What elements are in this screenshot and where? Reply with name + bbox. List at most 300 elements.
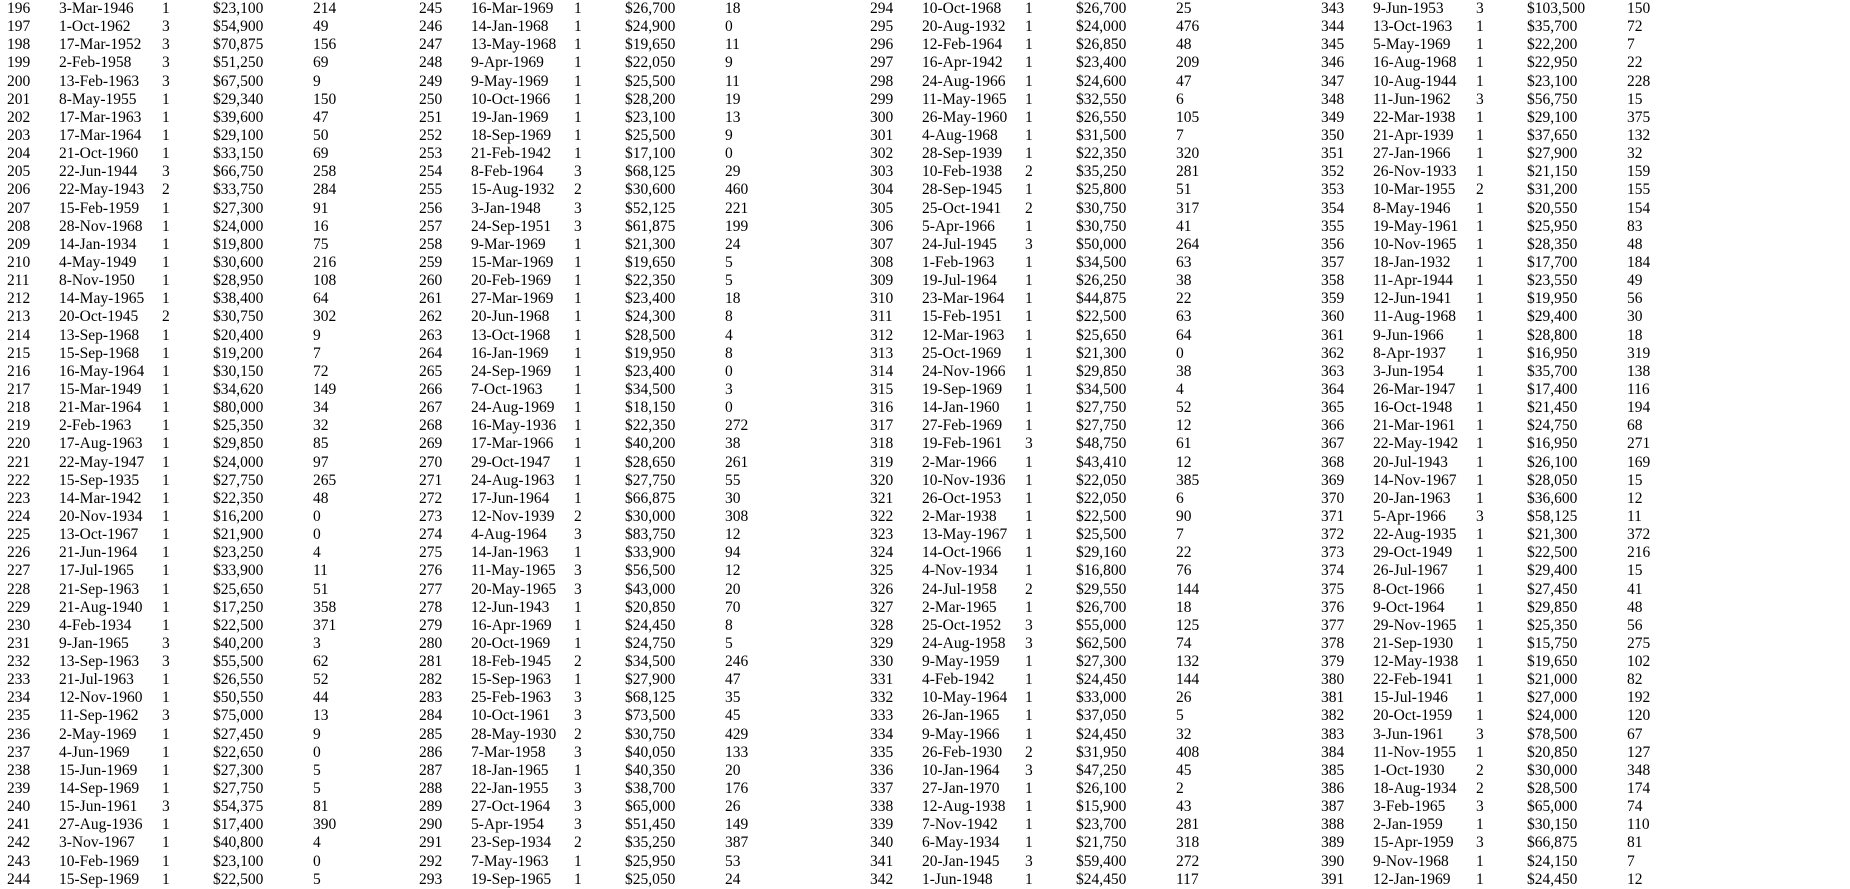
record-date: 26-Mar-1947	[1373, 380, 1456, 398]
record-count: 149	[725, 816, 749, 834]
record-id: 318	[870, 435, 894, 453]
record-code: 2	[574, 653, 582, 671]
record-id: 293	[419, 870, 443, 888]
table-row	[863, 254, 1323, 272]
record-amount: $25,500	[625, 72, 676, 90]
record-amount: $22,500	[213, 870, 264, 888]
record-date: 14-Nov-1967	[1373, 471, 1457, 489]
record-code: 1	[162, 453, 170, 471]
record-amount: $23,400	[625, 362, 676, 380]
record-date: 15-Feb-1959	[59, 199, 140, 217]
record-code: 1	[1025, 18, 1033, 36]
table-row	[863, 762, 1323, 780]
record-id: 258	[419, 235, 443, 253]
table-row	[412, 744, 872, 762]
record-id: 274	[419, 526, 443, 544]
record-code: 3	[162, 163, 170, 181]
record-id: 390	[1321, 852, 1345, 870]
record-count: 5	[1176, 707, 1184, 725]
record-code: 1	[162, 290, 170, 308]
record-count: 127	[1627, 743, 1651, 761]
record-amount: $22,500	[1527, 544, 1578, 562]
record-amount: $23,400	[625, 290, 676, 308]
record-code: 1	[162, 489, 170, 507]
record-id: 288	[419, 780, 443, 798]
record-code: 3	[1025, 435, 1033, 453]
record-id: 266	[419, 380, 443, 398]
record-code: 1	[162, 471, 170, 489]
record-date: 10-May-1964	[922, 689, 1008, 707]
record-date: 19-May-1961	[1373, 217, 1459, 235]
record-count: 4	[313, 834, 321, 852]
record-amount: $19,650	[625, 36, 676, 54]
record-count: 7	[1176, 526, 1184, 544]
record-date: 20-Jan-1945	[922, 852, 1000, 870]
record-date: 8-Nov-1950	[59, 272, 135, 290]
record-id: 263	[419, 326, 443, 344]
record-code: 3	[574, 707, 582, 725]
record-code: 1	[1476, 108, 1484, 126]
record-code: 1	[1476, 272, 1484, 290]
record-count: 67	[1627, 725, 1643, 743]
record-code: 1	[1476, 435, 1484, 453]
record-code: 1	[1476, 526, 1484, 544]
record-code: 1	[574, 471, 582, 489]
record-code: 1	[1025, 253, 1033, 271]
record-amount: $25,350	[1527, 616, 1578, 634]
record-id: 317	[870, 417, 894, 435]
record-date: 13-May-1968	[471, 36, 557, 54]
table-row	[863, 36, 1323, 54]
table-row	[412, 200, 872, 218]
table-row	[0, 834, 460, 852]
record-count: 8	[725, 344, 733, 362]
record-id: 294	[870, 0, 894, 17]
table-row	[412, 581, 872, 599]
record-count: 0	[725, 145, 733, 163]
record-count: 70	[725, 598, 741, 616]
record-code: 1	[1476, 399, 1484, 417]
record-id: 204	[7, 145, 31, 163]
record-amount: $29,850	[1527, 598, 1578, 616]
record-code: 1	[162, 108, 170, 126]
table-row	[0, 145, 460, 163]
record-date: 13-Oct-1967	[59, 526, 139, 544]
record-code: 1	[1025, 54, 1033, 72]
record-date: 24-Aug-1958	[922, 634, 1006, 652]
record-code: 2	[162, 308, 170, 326]
record-id: 374	[1321, 562, 1345, 580]
record-id: 300	[870, 108, 894, 126]
record-code: 1	[1025, 671, 1033, 689]
record-date: 10-Feb-1969	[59, 852, 140, 870]
record-date: 21-Mar-1961	[1373, 417, 1456, 435]
record-count: 56	[1627, 290, 1643, 308]
table-row	[412, 345, 872, 363]
record-count: 11	[313, 562, 328, 580]
record-date: 24-Aug-1969	[471, 399, 555, 417]
record-amount: $35,250	[625, 834, 676, 852]
record-date: 22-Jan-1955	[471, 780, 549, 798]
record-amount: $26,100	[1527, 453, 1578, 471]
record-count: 81	[1627, 834, 1643, 852]
record-amount: $24,000	[1527, 707, 1578, 725]
record-id: 328	[870, 616, 894, 634]
record-date: 22-Mar-1938	[1373, 108, 1456, 126]
record-code: 1	[1025, 399, 1033, 417]
record-amount: $29,850	[1076, 362, 1127, 380]
record-count: 38	[1176, 272, 1192, 290]
record-id: 273	[419, 507, 443, 525]
record-date: 24-Jul-1958	[922, 580, 997, 598]
table-row	[0, 490, 460, 508]
record-count: 199	[725, 217, 749, 235]
record-amount: $30,600	[625, 181, 676, 199]
record-date: 9-Mar-1969	[471, 235, 546, 253]
record-count: 150	[1627, 0, 1651, 17]
table-row	[412, 181, 872, 199]
record-date: 19-Sep-1965	[471, 870, 552, 888]
table-row	[863, 490, 1323, 508]
record-id: 209	[7, 235, 31, 253]
table-row	[863, 853, 1323, 871]
record-id: 216	[7, 362, 31, 380]
record-code: 3	[574, 199, 582, 217]
record-count: 408	[1176, 743, 1200, 761]
record-count: 63	[1176, 308, 1192, 326]
table-row	[412, 472, 872, 490]
record-count: 64	[1176, 326, 1192, 344]
record-date: 2-Mar-1966	[922, 453, 997, 471]
table-row	[0, 417, 460, 435]
record-id: 355	[1321, 217, 1345, 235]
table-row	[863, 526, 1323, 544]
record-date: 10-Feb-1938	[922, 163, 1003, 181]
record-code: 1	[574, 235, 582, 253]
table-row	[1314, 363, 1774, 381]
record-amount: $34,500	[625, 380, 676, 398]
record-code: 3	[1476, 507, 1484, 525]
record-code: 3	[574, 580, 582, 598]
record-amount: $75,000	[213, 707, 264, 725]
record-code: 1	[574, 126, 582, 144]
record-amount: $28,500	[625, 326, 676, 344]
record-amount: $25,050	[625, 870, 676, 888]
record-count: 38	[1176, 362, 1192, 380]
record-count: 41	[1627, 580, 1643, 598]
record-count: 117	[1176, 870, 1199, 888]
table-row	[1314, 399, 1774, 417]
record-amount: $51,250	[213, 54, 264, 72]
table-row	[412, 526, 872, 544]
record-id: 302	[870, 145, 894, 163]
table-row	[863, 218, 1323, 236]
table-row	[0, 363, 460, 381]
record-id: 320	[870, 471, 894, 489]
record-date: 6-May-1934	[922, 834, 1000, 852]
table-row	[0, 435, 460, 453]
record-id: 261	[419, 290, 443, 308]
record-count: 97	[313, 453, 329, 471]
record-date: 22-Feb-1941	[1373, 671, 1454, 689]
record-amount: $40,200	[213, 634, 264, 652]
record-code: 1	[162, 126, 170, 144]
record-count: 5	[725, 272, 733, 290]
record-amount: $30,600	[213, 253, 264, 271]
record-amount: $38,700	[625, 780, 676, 798]
record-count: 3	[313, 634, 321, 652]
record-date: 9-May-1966	[922, 725, 1000, 743]
record-id: 284	[419, 707, 443, 725]
table-row	[412, 399, 872, 417]
record-id: 244	[7, 870, 31, 888]
record-date: 16-Jan-1969	[471, 344, 549, 362]
table-row	[0, 272, 460, 290]
record-count: 4	[725, 326, 733, 344]
record-amount: $28,800	[1527, 326, 1578, 344]
table-row	[412, 689, 872, 707]
record-code: 1	[1476, 362, 1484, 380]
record-amount: $73,500	[625, 707, 676, 725]
record-amount: $27,750	[1076, 399, 1127, 417]
record-amount: $68,125	[625, 689, 676, 707]
record-code: 3	[162, 72, 170, 90]
record-date: 11-Apr-1944	[1373, 272, 1454, 290]
record-code: 1	[1025, 36, 1033, 54]
record-date: 18-Jan-1932	[1373, 253, 1451, 271]
record-count: 62	[313, 653, 329, 671]
record-amount: $25,800	[1076, 181, 1127, 199]
record-amount: $34,500	[1076, 380, 1127, 398]
record-amount: $62,500	[1076, 634, 1127, 652]
record-date: 21-Feb-1942	[471, 145, 552, 163]
record-id: 310	[870, 290, 894, 308]
table-row	[863, 581, 1323, 599]
table-row	[412, 834, 872, 852]
record-amount: $54,375	[213, 798, 264, 816]
record-count: 228	[1627, 72, 1651, 90]
record-amount: $22,950	[1527, 54, 1578, 72]
record-amount: $21,750	[1076, 834, 1127, 852]
record-id: 357	[1321, 253, 1345, 271]
record-count: 12	[725, 526, 741, 544]
record-code: 3	[574, 798, 582, 816]
record-count: 476	[1176, 18, 1200, 36]
record-count: 90	[1176, 507, 1192, 525]
table-row	[863, 181, 1323, 199]
record-count: 169	[1627, 453, 1651, 471]
record-date: 24-Sep-1969	[471, 362, 552, 380]
record-date: 16-Oct-1948	[1373, 399, 1453, 417]
record-id: 381	[1321, 689, 1345, 707]
record-amount: $26,700	[625, 0, 676, 17]
record-code: 1	[1025, 453, 1033, 471]
record-id: 200	[7, 72, 31, 90]
record-id: 361	[1321, 326, 1345, 344]
record-count: 51	[1176, 181, 1192, 199]
record-code: 1	[1476, 126, 1484, 144]
record-count: 221	[725, 199, 749, 217]
record-code: 1	[1476, 544, 1484, 562]
table-row	[1314, 581, 1774, 599]
record-count: 34	[313, 399, 329, 417]
table-row	[412, 327, 872, 345]
record-code: 3	[574, 163, 582, 181]
record-amount: $61,875	[625, 217, 676, 235]
record-code: 1	[1025, 798, 1033, 816]
record-date: 16-Aug-1968	[1373, 54, 1457, 72]
record-id: 387	[1321, 798, 1345, 816]
record-amount: $26,250	[1076, 272, 1127, 290]
record-code: 3	[1476, 725, 1484, 743]
record-count: 11	[725, 36, 740, 54]
record-code: 3	[162, 634, 170, 652]
record-date: 22-May-1947	[59, 453, 145, 471]
record-count: 216	[1627, 544, 1651, 562]
record-id: 252	[419, 126, 443, 144]
record-date: 29-Nov-1965	[1373, 616, 1457, 634]
table-row	[412, 671, 872, 689]
record-date: 4-Aug-1968	[922, 126, 998, 144]
record-id: 342	[870, 870, 894, 888]
record-amount: $30,000	[1527, 761, 1578, 779]
table-row	[0, 0, 460, 18]
record-amount: $28,650	[625, 453, 676, 471]
record-id: 359	[1321, 290, 1345, 308]
table-row	[1314, 109, 1774, 127]
record-count: 94	[725, 544, 741, 562]
record-date: 20-Oct-1959	[1373, 707, 1453, 725]
record-date: 28-Nov-1968	[59, 217, 143, 235]
record-date: 19-Sep-1969	[922, 380, 1003, 398]
record-code: 1	[1025, 181, 1033, 199]
record-code: 3	[574, 526, 582, 544]
record-amount: $23,550	[1527, 272, 1578, 290]
record-id: 336	[870, 761, 894, 779]
record-amount: $26,550	[213, 671, 264, 689]
record-date: 8-May-1946	[1373, 199, 1451, 217]
record-id: 213	[7, 308, 31, 326]
record-count: 7	[1627, 36, 1635, 54]
table-row	[0, 689, 460, 707]
record-id: 268	[419, 417, 443, 435]
record-date: 9-May-1969	[471, 72, 549, 90]
record-count: 13	[725, 108, 741, 126]
record-amount: $24,600	[1076, 72, 1127, 90]
record-code: 1	[162, 616, 170, 634]
record-id: 297	[870, 54, 894, 72]
record-id: 338	[870, 798, 894, 816]
record-id: 332	[870, 689, 894, 707]
record-code: 1	[1025, 489, 1033, 507]
record-id: 234	[7, 689, 31, 707]
record-date: 16-Mar-1969	[471, 0, 554, 17]
record-date: 17-Mar-1952	[59, 36, 142, 54]
record-count: 43	[1176, 798, 1192, 816]
record-amount: $24,300	[625, 308, 676, 326]
table-row	[1314, 617, 1774, 635]
record-amount: $34,500	[625, 653, 676, 671]
record-date: 7-Nov-1942	[922, 816, 998, 834]
table-row	[412, 599, 872, 617]
record-count: 5	[313, 780, 321, 798]
record-id: 225	[7, 526, 31, 544]
record-date: 3-Nov-1967	[59, 834, 135, 852]
record-code: 1	[574, 435, 582, 453]
table-row	[1314, 381, 1774, 399]
record-count: 358	[313, 598, 337, 616]
record-code: 1	[574, 18, 582, 36]
record-code: 1	[1476, 253, 1484, 271]
record-amount: $37,650	[1527, 126, 1578, 144]
record-code: 1	[162, 235, 170, 253]
table-row	[0, 599, 460, 617]
table-row	[863, 290, 1323, 308]
record-id: 256	[419, 199, 443, 217]
record-count: 176	[725, 780, 749, 798]
record-count: 308	[725, 507, 749, 525]
record-id: 319	[870, 453, 894, 471]
record-id: 219	[7, 417, 31, 435]
record-amount: $54,900	[213, 18, 264, 36]
record-id: 299	[870, 90, 894, 108]
record-id: 304	[870, 181, 894, 199]
record-count: 45	[1176, 761, 1192, 779]
record-id: 316	[870, 399, 894, 417]
record-code: 1	[162, 380, 170, 398]
table-row	[0, 200, 460, 218]
table-row	[1314, 254, 1774, 272]
record-count: 281	[1176, 163, 1200, 181]
record-amount: $23,250	[213, 544, 264, 562]
record-id: 345	[1321, 36, 1345, 54]
record-amount: $19,800	[213, 235, 264, 253]
record-amount: $40,800	[213, 834, 264, 852]
record-date: 14-Oct-1966	[922, 544, 1002, 562]
record-date: 14-Jan-1934	[59, 235, 137, 253]
record-code: 2	[574, 507, 582, 525]
table-row	[412, 73, 872, 91]
record-date: 28-Sep-1945	[922, 181, 1003, 199]
record-date: 17-Mar-1963	[59, 108, 142, 126]
record-date: 5-Apr-1966	[922, 217, 995, 235]
record-amount: $66,750	[213, 163, 264, 181]
record-code: 1	[1476, 326, 1484, 344]
record-date: 12-Nov-1960	[59, 689, 143, 707]
record-count: 132	[1176, 653, 1200, 671]
record-count: 76	[1176, 562, 1192, 580]
record-amount: $51,450	[625, 816, 676, 834]
record-count: 144	[1176, 580, 1200, 598]
record-count: 275	[1627, 634, 1651, 652]
record-id: 231	[7, 634, 31, 652]
table-row	[863, 544, 1323, 562]
record-date: 3-Jan-1948	[471, 199, 541, 217]
record-id: 324	[870, 544, 894, 562]
record-code: 1	[1025, 598, 1033, 616]
table-row	[1314, 689, 1774, 707]
record-amount: $16,200	[213, 507, 264, 525]
record-id: 333	[870, 707, 894, 725]
record-amount: $23,100	[1527, 72, 1578, 90]
record-id: 301	[870, 126, 894, 144]
record-amount: $35,250	[1076, 163, 1127, 181]
table-row	[863, 635, 1323, 653]
record-amount: $23,100	[213, 0, 264, 17]
record-date: 14-Jan-1960	[922, 399, 1000, 417]
record-count: 48	[1627, 235, 1643, 253]
record-count: 15	[1627, 471, 1643, 489]
